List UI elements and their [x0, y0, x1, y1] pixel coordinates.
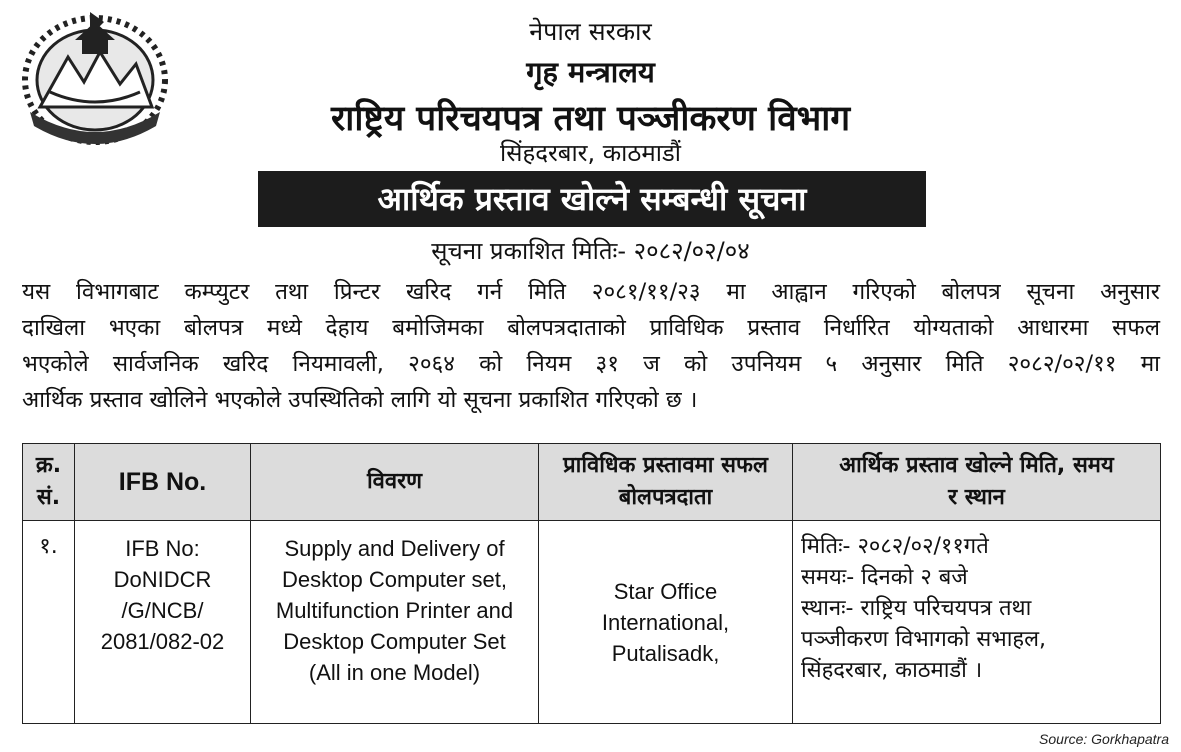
description-line: Desktop Computer Set	[283, 629, 506, 654]
opening-line: मितिः- २०८२/०२/११गते	[801, 534, 989, 559]
bidder-line: Putalisadk,	[611, 640, 720, 666]
cell-opening	[793, 521, 1161, 724]
header-opening-line: आर्थिक प्रस्ताव खोल्ने मिति, समय	[839, 453, 1114, 478]
header-sn	[23, 444, 75, 521]
ifb-line: IFB No:	[125, 536, 200, 561]
ministry-name: गृह मन्त्रालय	[526, 55, 655, 89]
header-ifb: IFB No.	[75, 444, 251, 521]
header-bidder	[539, 444, 793, 521]
notice-body-line: यस विभागबाट कम्प्युटर तथा प्रिन्टर खरिद गर्न मिति २०८१/११/२३ मा आह्वान गरिएको बोलपत्र सूचना अनुसार	[22, 279, 1160, 305]
table-row	[23, 521, 1161, 724]
department-address: सिंहदरबार, काठमाडौं	[500, 139, 681, 167]
opening-line: पञ्जीकरण विभागको सभाहल,	[801, 627, 1047, 652]
header-sn-line: क्र.	[35, 453, 62, 478]
cell-ifb	[75, 521, 251, 724]
notice-body	[22, 274, 1160, 418]
cell-bidder	[539, 521, 793, 724]
department-name: राष्ट्रिय परिचयपत्र तथा पञ्जीकरण विभाग	[330, 99, 851, 139]
header-bidder-line: बोलपत्रदाता	[618, 485, 713, 510]
description-line: Multifunction Printer and	[275, 598, 514, 623]
header-bidder-line: प्राविधिक प्रस्तावमा सफल	[563, 453, 768, 478]
published-date: सूचना प्रकाशित मितिः- २०८२/०२/०४	[431, 237, 750, 265]
bidder-line: Star Office	[613, 578, 718, 604]
opening-line: सिंहदरबार, काठमाडौं ।	[801, 658, 983, 683]
cell-description	[251, 521, 539, 724]
ifb-line: /G/NCB/	[121, 598, 204, 623]
bid-table	[22, 443, 1161, 724]
govt-name: नेपाल सरकार	[529, 17, 652, 46]
opening-line: समयः- दिनको २ बजे	[801, 565, 968, 590]
ifb-line: 2081/082-02	[100, 629, 225, 654]
opening-line: स्थानः- राष्ट्रिय परिचयपत्र तथा	[801, 596, 1032, 621]
header-description: विवरण	[251, 444, 539, 521]
description-line: Desktop Computer set,	[282, 567, 507, 592]
description-line: Supply and Delivery of	[284, 536, 505, 561]
ifb-line: DoNIDCR	[113, 567, 212, 592]
header-sn-line: सं.	[36, 485, 61, 510]
notice-body-line: भएकोले सार्वजनिक खरिद नियमावली, २०६४ को नियम ३१ ज को उपनियम ५ अनुसार मिति २०८२/०२/११ मा	[22, 351, 1160, 377]
header-opening	[793, 444, 1161, 521]
source-credit: Source: Gorkhapatra	[1039, 731, 1169, 747]
notice-title: आर्थिक प्रस्ताव खोल्ने सम्बन्धी सूचना	[258, 171, 926, 227]
notice-body-line: दाखिला भएका बोलपत्र मध्ये देहाय बमोजिमका बोलपत्रदाताको प्राविधिक प्रस्ताव निर्धारित योग्यताको आधारमा सफल	[22, 315, 1160, 341]
header-opening-line: र स्थान	[948, 485, 1005, 510]
bidder-line: International,	[601, 609, 730, 635]
table-header-row	[23, 444, 1161, 521]
notice-body-line: आर्थिक प्रस्ताव खोलिने भएकोले उपस्थितिको लागि यो सूचना प्रकाशित गरिएको छ ।	[22, 387, 698, 413]
cell-sn: १.	[23, 521, 75, 724]
description-line: (All in one Model)	[308, 660, 481, 685]
